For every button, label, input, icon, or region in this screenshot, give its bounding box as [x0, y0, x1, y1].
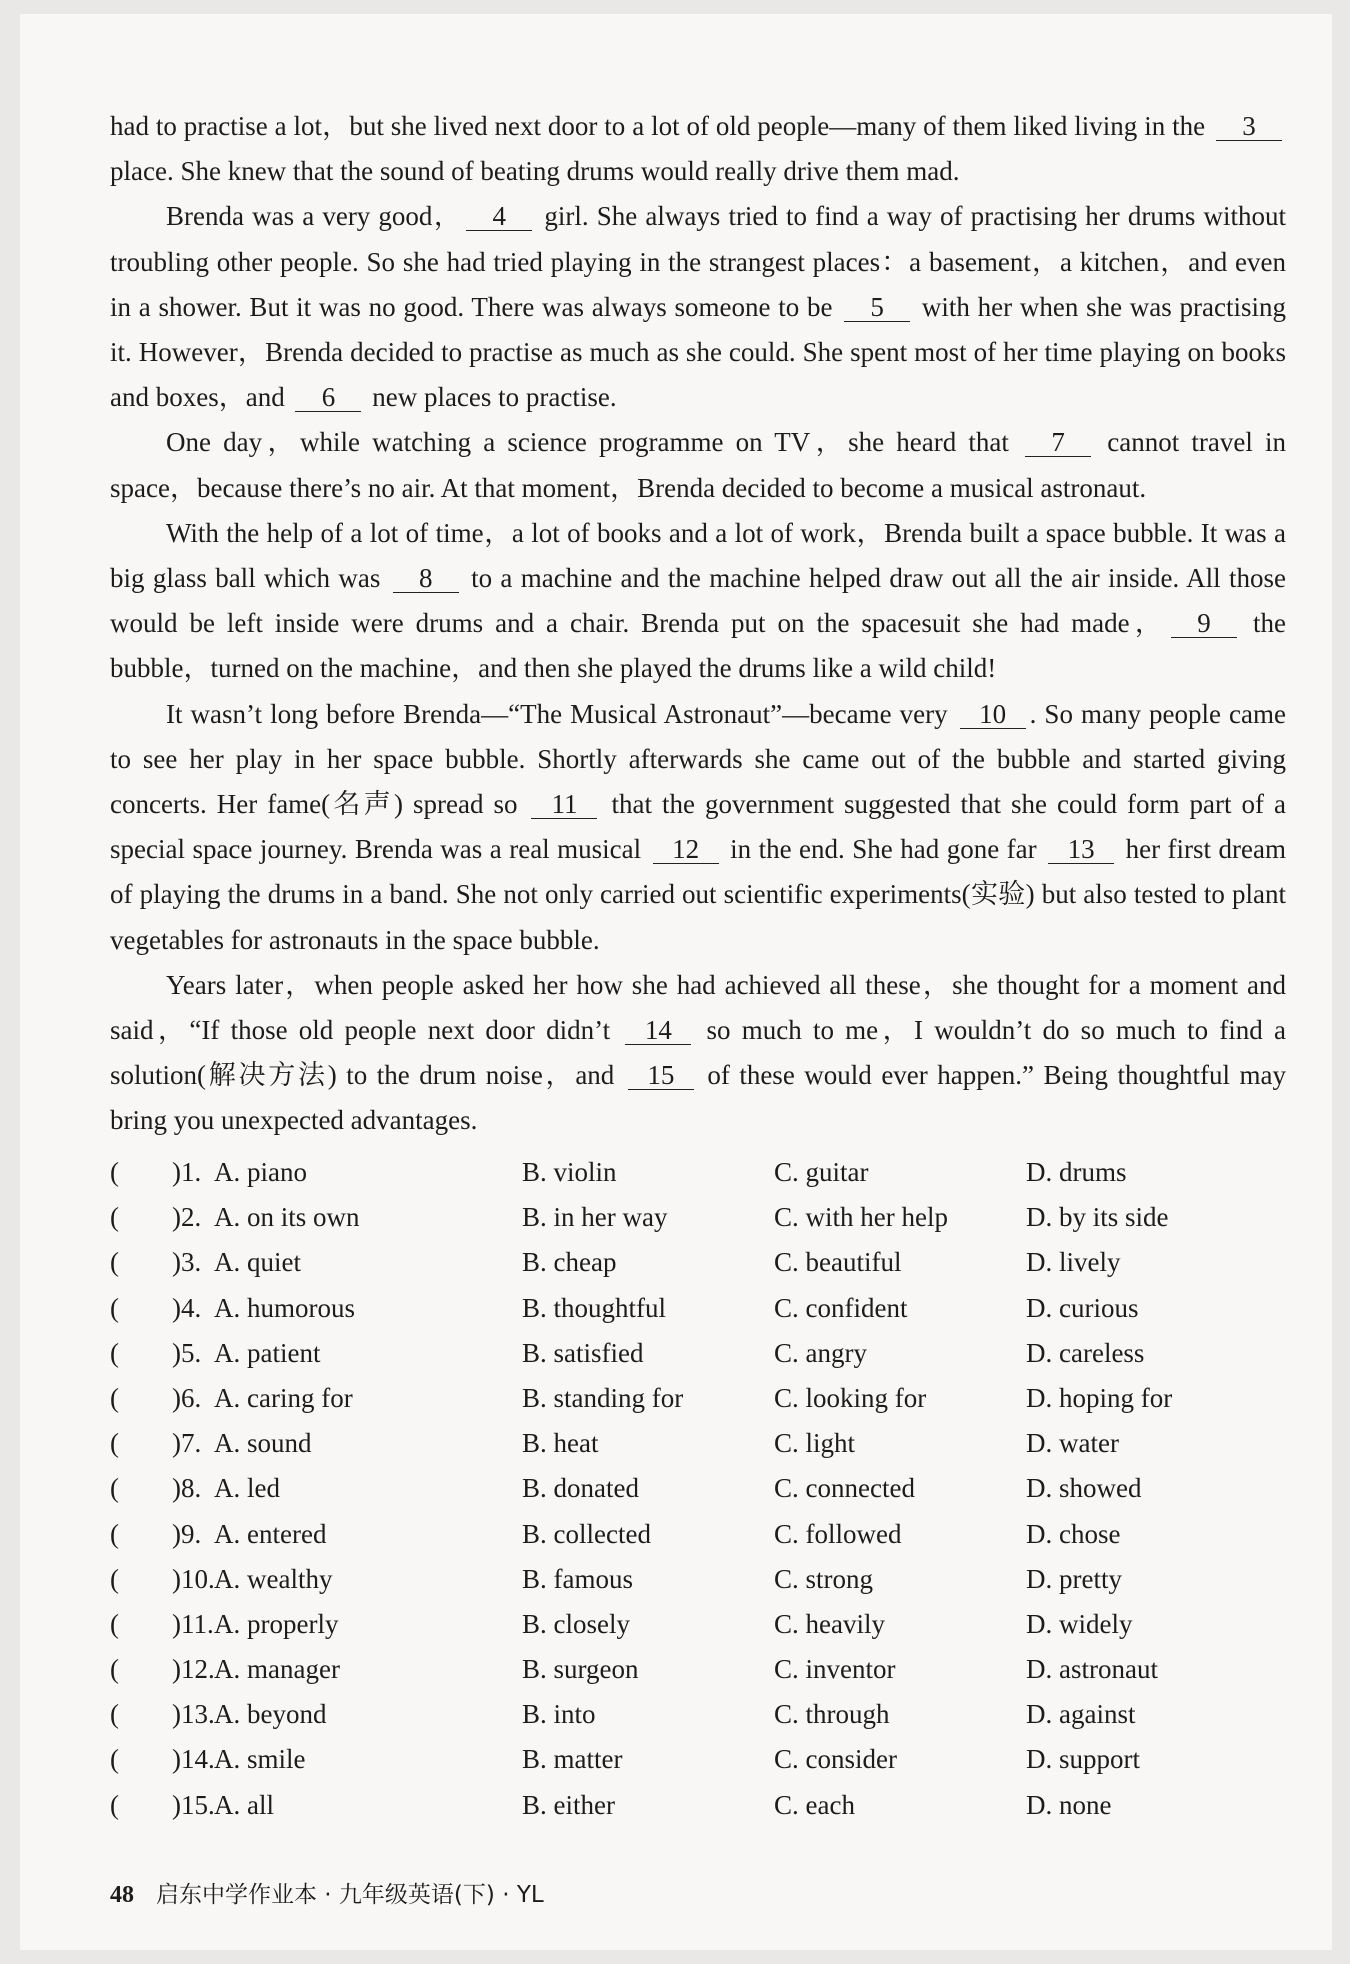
passage-text: so much to me，I wouldn’t do so much to find a solution(解决方法) to the drum noise，and	[110, 1015, 1287, 1091]
passage-paragraph	[110, 963, 1286, 1144]
answer-blank[interactable]: 6	[295, 383, 361, 412]
question-number: )6.	[172, 1382, 202, 1413]
option-c[interactable]: C. consider	[774, 1744, 897, 1775]
question-row	[110, 1150, 1286, 1195]
passage-paragraph	[110, 104, 1286, 194]
answer-bracket[interactable]: (	[110, 1428, 119, 1459]
option-d[interactable]: D. hoping for	[1026, 1382, 1173, 1413]
answer-bracket[interactable]: (	[110, 1699, 119, 1730]
option-a[interactable]: A. humorous	[214, 1292, 355, 1323]
answer-blank[interactable]: 9	[1171, 609, 1237, 638]
question-number: )8.	[172, 1473, 202, 1504]
option-d[interactable]: D. drums	[1026, 1157, 1127, 1187]
option-d[interactable]: D. by its side	[1026, 1202, 1169, 1233]
option-a[interactable]: A. led	[214, 1473, 280, 1504]
answer-bracket[interactable]: (	[110, 1789, 119, 1820]
option-a[interactable]: A. wealthy	[214, 1563, 333, 1594]
option-a[interactable]: A. beyond	[214, 1699, 327, 1730]
option-b[interactable]: B. cheap	[522, 1247, 617, 1278]
passage-text: the bubble，turned on the machine，and then she played the drums like a wild child!	[110, 608, 1286, 684]
option-c[interactable]: C. light	[774, 1428, 856, 1459]
passage-text: had to practise a lot，but she lived next door to a lot of old people—many of them liked living in the	[110, 111, 1212, 141]
passage-paragraph	[110, 420, 1286, 510]
option-b[interactable]: B. thoughtful	[522, 1292, 667, 1323]
question-number: )7.	[172, 1428, 202, 1459]
option-c[interactable]: C. inventor	[774, 1654, 896, 1685]
answer-blank[interactable]: 15	[628, 1061, 694, 1090]
option-c[interactable]: C. beautiful	[774, 1247, 902, 1278]
option-b[interactable]: B. in her way	[522, 1202, 668, 1233]
answer-bracket[interactable]: (	[110, 1337, 119, 1368]
question-number: )1.	[172, 1157, 202, 1187]
passage-text: place. She knew that the sound of beating drums would really drive them mad.	[110, 156, 960, 187]
answer-blank[interactable]: 8	[393, 564, 459, 593]
option-d[interactable]: D. none	[1026, 1789, 1112, 1820]
passage-text: With the help of a lot of time，a lot of books and a lot of work，Brenda built a space bubble. It was a big glass ball which was	[110, 517, 1286, 594]
answer-bracket[interactable]: (	[110, 1563, 119, 1594]
question-number: )14.	[172, 1744, 215, 1775]
option-a[interactable]: A. piano	[214, 1157, 307, 1187]
question-row	[110, 1512, 1286, 1557]
passage-paragraph	[110, 692, 1286, 963]
page-number: 48	[110, 1882, 134, 1908]
question-row	[110, 1737, 1286, 1782]
question-row	[110, 1195, 1286, 1240]
passage-text: . So many people came to see her play in her space bubble. Shortly afterwards she came out of the bubble and started giving concerts. Her fame(名声) spread so	[110, 698, 1286, 820]
question-number: )10.	[172, 1563, 215, 1594]
option-d[interactable]: D. widely	[1026, 1608, 1133, 1639]
question-number: )12.	[172, 1654, 215, 1685]
option-c[interactable]: C. strong	[774, 1563, 874, 1594]
option-a[interactable]: A. manager	[214, 1654, 340, 1685]
question-number: )11.	[172, 1608, 214, 1639]
question-row	[110, 1240, 1286, 1285]
option-c[interactable]: C. angry	[774, 1337, 867, 1368]
page-footer	[110, 1876, 544, 1909]
answer-blank[interactable]: 11	[531, 790, 597, 819]
question-row	[110, 1466, 1286, 1511]
passage-text: to a machine and the machine helped draw out all the air inside. All those would be left inside were drums and a chair. Brenda put on the spacesuit she had made，	[110, 563, 1286, 639]
passage-text: Brenda was a very good，	[166, 201, 463, 232]
answer-blank[interactable]: 5	[844, 293, 910, 322]
option-c[interactable]: C. each	[774, 1789, 855, 1820]
option-b[interactable]: B. collected	[522, 1518, 651, 1549]
answer-blank[interactable]: 13	[1048, 835, 1114, 864]
passage-paragraph	[110, 194, 1286, 420]
question-row	[110, 1602, 1286, 1647]
option-c[interactable]: C. looking for	[774, 1382, 927, 1413]
option-b[interactable]: B. matter	[522, 1744, 623, 1775]
passage-text: her first dream of playing the drums in a band. She not only carried out scientific experiments(实验) but also tested to plant vegetables for astronauts in the space bubble.	[110, 834, 1286, 955]
question-row	[110, 1421, 1286, 1466]
option-b[interactable]: B. famous	[522, 1563, 633, 1594]
option-a[interactable]: A. on its own	[214, 1202, 360, 1233]
option-a[interactable]: A. properly	[214, 1608, 339, 1639]
question-number: )9.	[172, 1518, 202, 1549]
answer-blank[interactable]: 7	[1025, 428, 1091, 457]
option-c[interactable]: C. with her help	[774, 1202, 948, 1233]
answer-bracket[interactable]: (	[110, 1292, 119, 1323]
answer-bracket[interactable]: (	[110, 1382, 119, 1413]
option-b[interactable]: B. violin	[522, 1157, 617, 1187]
answer-blank[interactable]: 12	[653, 835, 719, 864]
question-number: )3.	[172, 1247, 202, 1278]
option-d[interactable]: D. astronaut	[1026, 1654, 1158, 1685]
answer-blank[interactable]: 4	[466, 202, 532, 231]
option-d[interactable]: D. careless	[1026, 1337, 1145, 1368]
passage-text: cannot travel in space，because there’s no air. At that moment，Brenda decided to become a musical astronaut.	[110, 427, 1286, 503]
option-b[interactable]: B. heat	[522, 1428, 599, 1459]
option-d[interactable]: D. against	[1026, 1699, 1136, 1730]
answer-options	[110, 1150, 1286, 1828]
passage-text: Years later，when people asked her how she had achieved all these，she thought for a moment and said，“If those old people next door didn’t	[110, 969, 1286, 1046]
question-row	[110, 1376, 1286, 1421]
option-b[interactable]: B. donated	[522, 1473, 639, 1504]
option-a[interactable]: A. caring for	[214, 1382, 353, 1413]
option-c[interactable]: C. through	[774, 1699, 890, 1730]
answer-bracket[interactable]: (	[110, 1744, 119, 1775]
option-b[interactable]: B. either	[522, 1789, 615, 1820]
option-c[interactable]: C. guitar	[774, 1157, 869, 1187]
question-number: )2.	[172, 1202, 202, 1233]
passage-text: in the end. She had gone far	[722, 834, 1045, 865]
option-a[interactable]: A. quiet	[214, 1247, 301, 1278]
answer-bracket[interactable]: (	[110, 1247, 119, 1278]
question-row	[110, 1783, 1286, 1828]
passage-text: of these would ever happen.” Being thoughtful may bring you unexpected advantages.	[110, 1060, 1286, 1136]
option-d[interactable]: D. chose	[1026, 1518, 1121, 1549]
option-b[interactable]: B. into	[522, 1699, 596, 1730]
passage-text: that the government suggested that she could form part of a special space journey. Brenda was a real musical	[110, 789, 1286, 865]
option-a[interactable]: A. sound	[214, 1428, 312, 1459]
passage-text: new places to practise.	[365, 382, 617, 413]
passage-text: girl. She always tried to find a way of practising her drums without troubling other people. So she had tried playing in the strangest places：a basement，a kitchen，and even in a shower. But it was no good. There was always someone to be	[110, 201, 1286, 322]
passage-paragraph	[110, 511, 1286, 692]
cloze-passage	[110, 104, 1286, 1144]
option-b[interactable]: B. closely	[522, 1608, 630, 1639]
answer-bracket[interactable]: (	[110, 1654, 119, 1685]
option-c[interactable]: C. followed	[774, 1518, 902, 1549]
question-number: )15.	[172, 1789, 215, 1820]
answer-bracket[interactable]: (	[110, 1157, 119, 1187]
option-a[interactable]: A. patient	[214, 1337, 321, 1368]
question-row	[110, 1692, 1286, 1737]
answer-blank[interactable]: 10	[960, 700, 1026, 729]
question-number: )5.	[172, 1337, 202, 1368]
question-number: )4.	[172, 1292, 202, 1323]
answer-bracket[interactable]: (	[110, 1473, 119, 1504]
option-b[interactable]: B. satisfied	[522, 1337, 644, 1368]
option-d[interactable]: D. showed	[1026, 1473, 1142, 1504]
option-b[interactable]: B. surgeon	[522, 1654, 639, 1685]
question-row	[110, 1286, 1286, 1331]
option-a[interactable]: A. all	[214, 1789, 274, 1820]
option-d[interactable]: D. pretty	[1026, 1563, 1122, 1594]
option-a[interactable]: A. entered	[214, 1518, 327, 1549]
answer-blank[interactable]: 3	[1216, 112, 1282, 141]
option-b[interactable]: B. standing for	[522, 1382, 684, 1413]
answer-bracket[interactable]: (	[110, 1202, 119, 1233]
option-a[interactable]: A. smile	[214, 1744, 306, 1775]
question-row	[110, 1647, 1286, 1692]
option-c[interactable]: C. heavily	[774, 1608, 885, 1639]
question-row	[110, 1331, 1286, 1376]
question-number: )13.	[172, 1699, 215, 1730]
passage-text: with her when she was practising it. However，Brenda decided to practise as much as she could. She spent most of her time playing on books and boxes，and	[110, 291, 1286, 413]
answer-bracket[interactable]: (	[110, 1608, 119, 1639]
option-c[interactable]: C. confident	[774, 1292, 908, 1323]
option-d[interactable]: D. support	[1026, 1744, 1140, 1775]
answer-bracket[interactable]: (	[110, 1518, 119, 1549]
workbook-page	[20, 14, 1332, 1950]
option-c[interactable]: C. connected	[774, 1473, 915, 1504]
passage-text: It wasn’t long before Brenda—“The Musical Astronaut”—became very	[166, 698, 956, 729]
question-row	[110, 1557, 1286, 1602]
option-d[interactable]: D. curious	[1026, 1292, 1139, 1323]
book-title: 启东中学作业本 · 九年级英语(下) · YL	[156, 1882, 544, 1908]
option-d[interactable]: D. water	[1026, 1428, 1119, 1459]
answer-blank[interactable]: 14	[625, 1016, 691, 1045]
option-d[interactable]: D. lively	[1026, 1247, 1121, 1278]
passage-text: One day，while watching a science programme on TV，she heard that	[166, 427, 1022, 458]
